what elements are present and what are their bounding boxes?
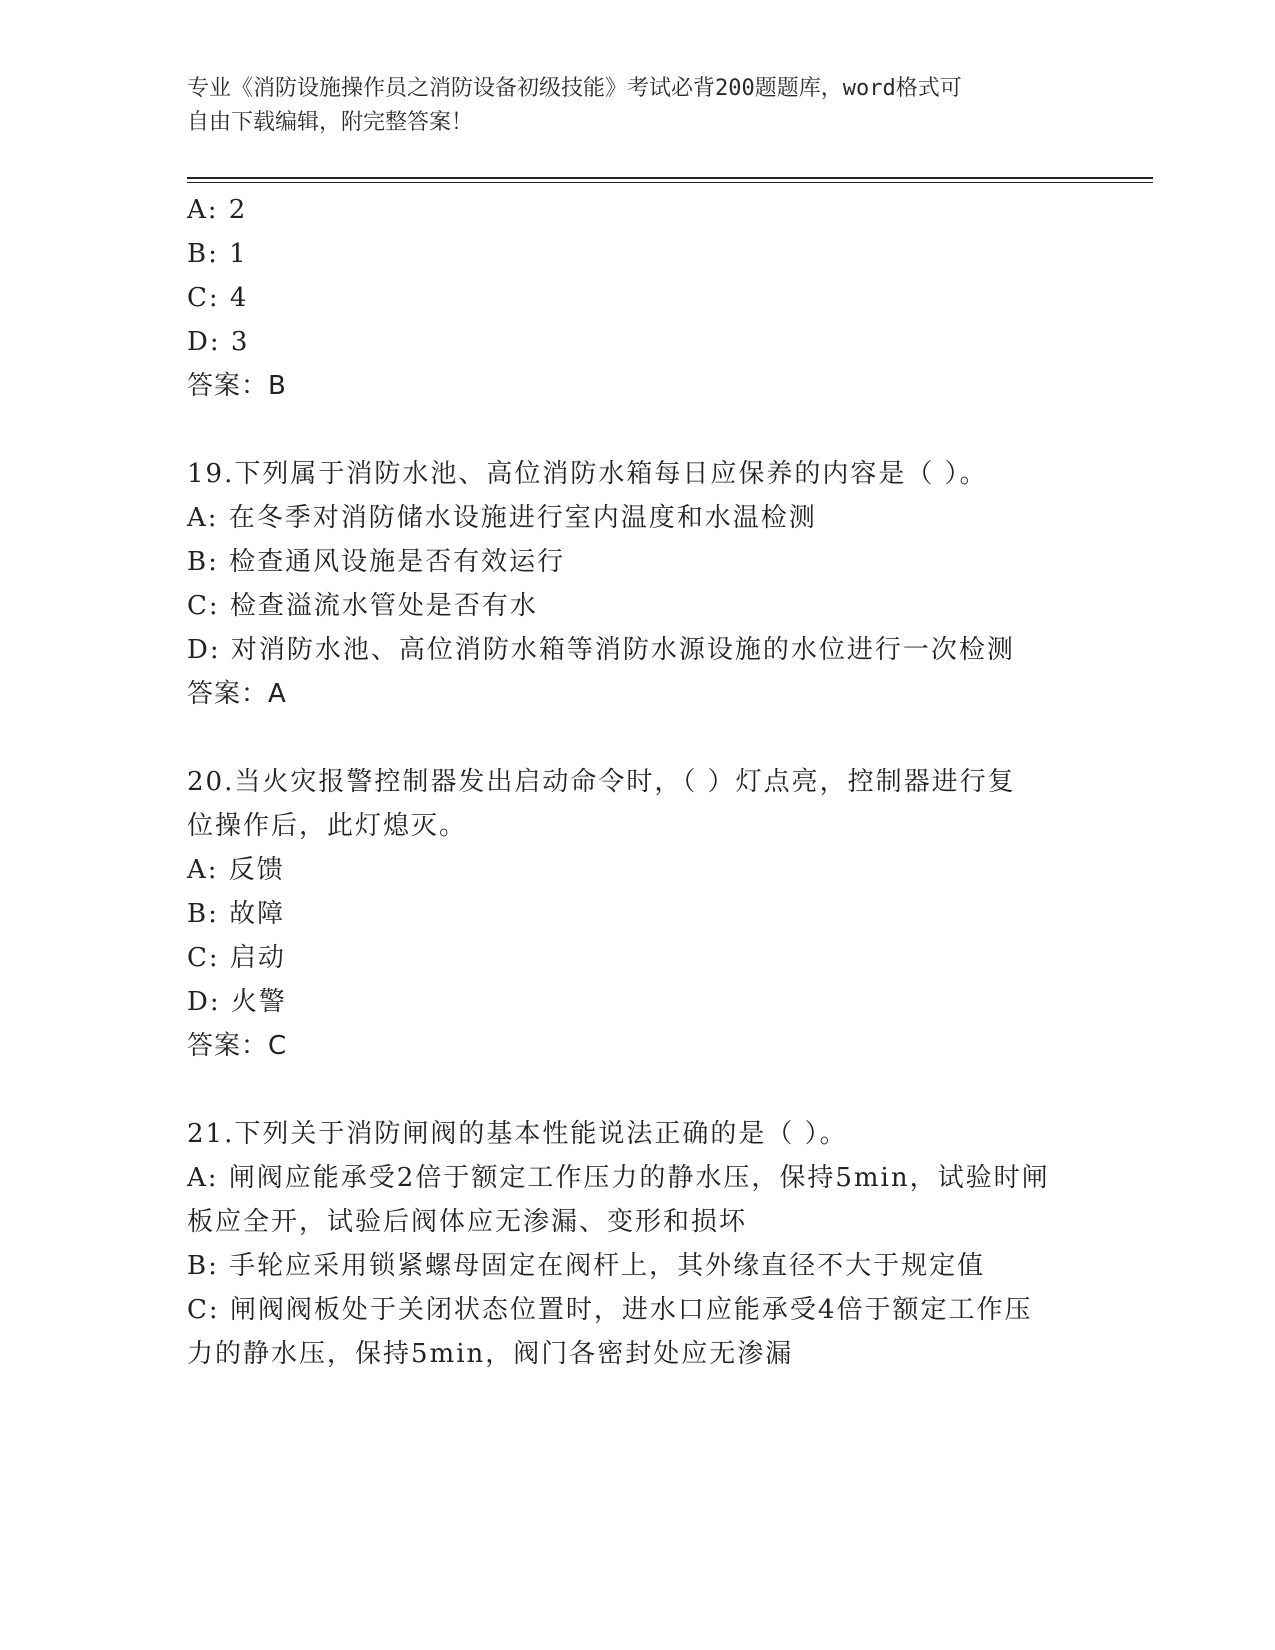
q20-option-a: A: 反馈	[187, 855, 285, 885]
q18-option-d: D: 3	[187, 327, 250, 357]
document-header	[187, 72, 1067, 140]
q19-answer: 答案：A	[187, 679, 287, 709]
q19-question: 19.下列属于消防水池、高位消防水箱每日应保养的内容是（ ）。	[187, 459, 988, 489]
q20-question-line-1: 20.当火灾报警控制器发出启动命令时，（ ）灯点亮，控制器进行复	[187, 767, 1016, 797]
q21-option-a-line-1: A: 闸阀应能承受2倍于额定工作压力的静水压，保持5min，试验时闸	[187, 1163, 1050, 1193]
q21-question: 21.下列关于消防闸阀的基本性能说法正确的是（ ）。	[187, 1119, 848, 1149]
q21-option-b: B: 手轮应采用锁紧螺母固定在阀杆上，其外缘直径不大于规定值	[187, 1251, 986, 1281]
q20-option-c: C: 启动	[187, 943, 286, 973]
q18-option-b: B: 1	[187, 239, 248, 269]
q19-option-d: D: 对消防水池、高位消防水箱等消防水源设施的水位进行一次检测	[187, 635, 1015, 665]
q19-option-b: B: 检查通风设施是否有效运行	[187, 547, 566, 577]
q19-option-a: A: 在冬季对消防储水设施进行室内温度和水温检测	[187, 503, 817, 533]
q20-answer: 答案：C	[187, 1031, 288, 1061]
q21-option-c-line-2: 力的静水压，保持5min，阀门各密封处应无渗漏	[187, 1339, 794, 1369]
q20-question-line-2: 位操作后，此灯熄灭。	[187, 811, 468, 841]
header-divider-thin	[187, 182, 1153, 183]
header-divider-thick	[187, 177, 1153, 179]
q18-answer: 答案：B	[187, 371, 287, 401]
q20-option-d: D: 火警	[187, 987, 287, 1017]
q21-option-a-line-2: 板应全开，试验后阀体应无渗漏、变形和损坏	[187, 1207, 748, 1237]
header-line-1: 专业《消防设施操作员之消防设备初级技能》考试必背200题题库，word格式可	[187, 76, 962, 101]
q21-option-c-line-1: C: 闸阀阀板处于关闭状态位置时，进水口应能承受4倍于额定工作压	[187, 1295, 1033, 1325]
q19-option-c: C: 检查溢流水管处是否有水	[187, 591, 538, 621]
header-line-2: 自由下载编辑，附完整答案！	[187, 110, 474, 135]
q18-option-c: C: 4	[187, 283, 249, 313]
q20-option-b: B: 故障	[187, 899, 286, 929]
q18-option-a: A: 2	[187, 195, 248, 225]
